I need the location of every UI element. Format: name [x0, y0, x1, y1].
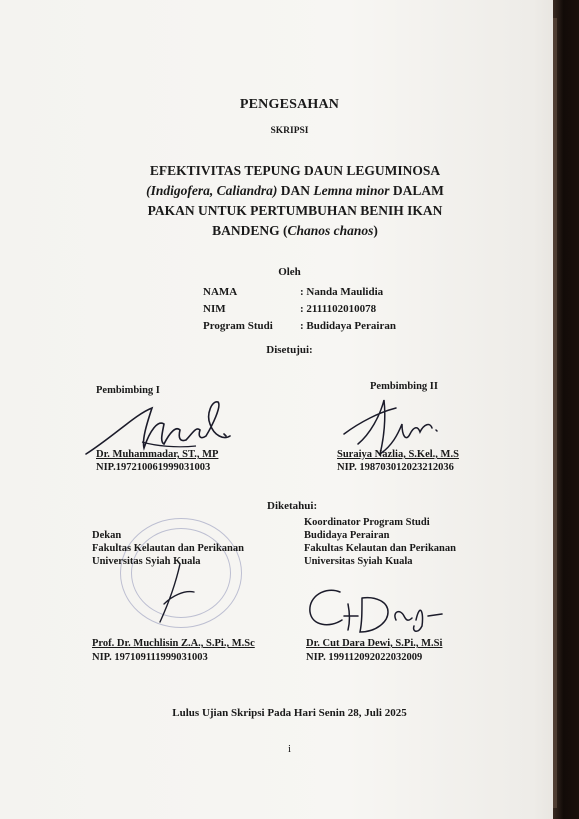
advisor2-nip: NIP. 198703012023212036	[337, 462, 454, 473]
dean-faculty: Fakultas Kelautan dan Perikanan	[92, 543, 244, 554]
thesis-title-line1: EFEKTIVITAS TEPUNG DAUN LEGUMINOSA	[149, 163, 441, 178]
by-label: Oleh	[278, 266, 301, 278]
nim-label: NIM	[203, 303, 226, 315]
thesis-title-line4-end: )	[373, 223, 378, 238]
dean-nip: NIP. 197109111999031003	[92, 652, 208, 663]
exam-statement: Lulus Ujian Skripsi Pada Hari Senin 28, Juli 2025	[172, 707, 407, 719]
coordinator-name: Dr. Cut Dara Dewi, S.Pi., M.Si	[306, 638, 443, 649]
dean-title: Dekan	[92, 530, 122, 541]
thesis-title-line4	[110, 221, 480, 241]
species-italic-b: Lemna minor	[313, 183, 390, 198]
thesis-title-line3: PAKAN UNTUK PERTUMBUHAN BENIH IKAN	[147, 203, 443, 218]
coordinator-university: Universitas Syiah Kuala	[304, 556, 413, 567]
advisor2-name: Suraiya Nazlia, S.Kel., M.S	[337, 449, 459, 460]
advisor1-name: Dr. Muhammadar, ST., MP	[96, 449, 219, 460]
dean-university: Universitas Syiah Kuala	[92, 556, 201, 567]
coordinator-faculty: Fakultas Kelautan dan Perikanan	[304, 543, 456, 554]
thesis-title	[110, 161, 480, 241]
acknowledged-heading: Diketahui:	[267, 500, 318, 512]
coordinator-signature	[296, 582, 456, 642]
species-italic-c: Chanos chanos	[287, 223, 374, 238]
advisor2-role: Pembimbing II	[370, 381, 438, 392]
nim-value: : 2111102010078	[300, 303, 377, 315]
name-label: NAMA	[203, 286, 238, 298]
advisor1-nip: NIP.197210061999031003	[96, 462, 211, 473]
approved-heading: Disetujui:	[266, 344, 313, 356]
scanner-edge	[553, 0, 579, 819]
coordinator-nip: NIP. 199112092022032009	[306, 652, 423, 663]
advisor1-role: Pembimbing I	[96, 385, 160, 396]
program-value: : Budidaya Perairan	[300, 320, 396, 332]
coordinator-title: Koordinator Program Studi	[304, 517, 430, 528]
species-italic-a: (Indigofera, Caliandra)	[146, 183, 278, 198]
thesis-title-line2-end: DALAM	[389, 183, 444, 198]
thesis-title-line4-start: BANDENG (	[212, 223, 288, 238]
thesis-title-connector: DAN	[277, 183, 314, 198]
dean-name: Prof. Dr. Muchlisin Z.A., S.Pi., M.Sc	[92, 638, 255, 649]
program-label: Program Studi	[203, 320, 273, 332]
page-title: PENGESAHAN	[239, 97, 340, 112]
document-type: SKRIPSI	[270, 126, 309, 136]
dean-signature	[150, 560, 210, 630]
name-value: : Nanda Maulidia	[300, 286, 384, 298]
page-number: i	[287, 743, 292, 755]
coordinator-program: Budidaya Perairan	[304, 530, 390, 541]
thesis-title-line2	[110, 181, 480, 201]
